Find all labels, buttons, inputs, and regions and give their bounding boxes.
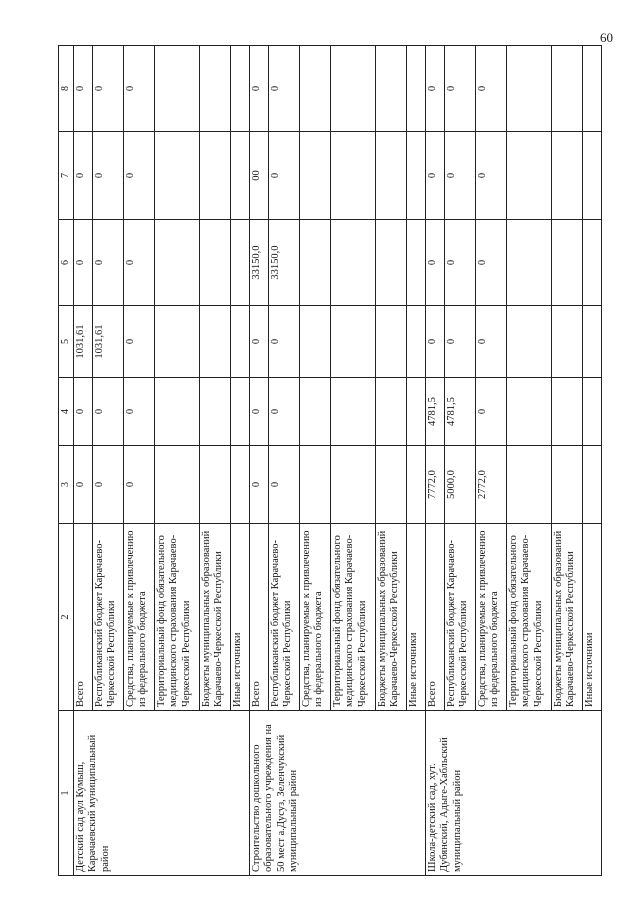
header-cell: 2: [59, 524, 74, 711]
value-cell: 0: [444, 46, 475, 132]
value-cell: 0: [268, 46, 299, 132]
value-cell: 0: [92, 220, 123, 306]
value-cell: [230, 132, 249, 220]
value-cell: 0: [123, 132, 154, 220]
value-cell: [375, 446, 406, 524]
value-cell: 0: [475, 306, 506, 378]
value-cell: [551, 446, 582, 524]
value-cell: [199, 306, 230, 378]
value-cell: [582, 46, 601, 132]
value-cell: 0: [123, 220, 154, 306]
value-cell: 0: [475, 132, 506, 220]
header-cell: 3: [59, 446, 74, 524]
value-cell: [551, 46, 582, 132]
value-cell: 0: [92, 378, 123, 446]
funding-source-cell: Средства, планируемые к привлечению из федерального бюджета: [299, 524, 330, 711]
funding-source-cell: Всего: [425, 524, 444, 711]
value-cell: [330, 132, 375, 220]
value-cell: [406, 220, 425, 306]
value-cell: 0: [444, 220, 475, 306]
funding-source-cell: Республиканский бюджет Карачаево-Черкесской Республики: [92, 524, 123, 711]
value-cell: 0: [475, 46, 506, 132]
header-cell: 8: [59, 46, 74, 132]
value-cell: 5000,0: [444, 446, 475, 524]
value-cell: [230, 446, 249, 524]
value-cell: 0: [249, 46, 268, 132]
value-cell: [299, 132, 330, 220]
value-cell: [506, 306, 551, 378]
value-cell: 0: [425, 132, 444, 220]
value-cell: [230, 220, 249, 306]
funding-source-cell: Территориальный фонд обязательного медицинского страхования Карачаево-Черкесской Республики: [154, 524, 199, 711]
value-cell: [506, 46, 551, 132]
value-cell: 0: [475, 378, 506, 446]
value-cell: [330, 378, 375, 446]
funding-source-cell: Иные источники: [582, 524, 601, 711]
value-cell: [230, 46, 249, 132]
value-cell: [330, 446, 375, 524]
value-cell: [299, 446, 330, 524]
value-cell: [506, 220, 551, 306]
value-cell: 1031,61: [73, 306, 92, 378]
funding-source-cell: Иные источники: [230, 524, 249, 711]
funding-source-cell: Территориальный фонд обязательного медицинского страхования Карачаево-Черкесской Республики: [330, 524, 375, 711]
value-cell: 0: [249, 306, 268, 378]
value-cell: [406, 132, 425, 220]
value-cell: [582, 378, 601, 446]
value-cell: [154, 306, 199, 378]
value-cell: [230, 306, 249, 378]
value-cell: 0: [249, 378, 268, 446]
funding-source-cell: Республиканский бюджет Карачаево-Черкесской Республики: [268, 524, 299, 711]
header-cell: 5: [59, 306, 74, 378]
value-cell: 33150,0: [249, 220, 268, 306]
value-cell: 0: [73, 46, 92, 132]
value-cell: [551, 378, 582, 446]
value-cell: [199, 378, 230, 446]
value-cell: 0: [425, 306, 444, 378]
value-cell: [299, 46, 330, 132]
object-name-cell: Детский сад аул Кумыш, Карачаевский муниципальный район: [73, 711, 249, 876]
value-cell: [199, 220, 230, 306]
value-cell: [330, 46, 375, 132]
header-cell: 6: [59, 220, 74, 306]
object-name-cell: Школа-детский сад, хут. Дубянский, Адыге-Хабльский муниципальный район: [425, 711, 601, 876]
value-cell: [551, 220, 582, 306]
value-cell: 0: [73, 220, 92, 306]
value-cell: [154, 132, 199, 220]
value-cell: [375, 306, 406, 378]
value-cell: 0: [268, 306, 299, 378]
object-name-cell: Строительство дошкольного образовательного учреждения на 50 мест а.Дусуз, Зеленчукский муниципальный район: [249, 711, 425, 876]
value-cell: 0: [92, 446, 123, 524]
header-row: [59, 46, 74, 876]
value-cell: 0: [73, 378, 92, 446]
funding-source-cell: Иные источники: [406, 524, 425, 711]
table-row: [249, 46, 268, 876]
funding-source-cell: Бюджеты муниципальных образований Карачаево-Черкесской Республики: [375, 524, 406, 711]
table-row: [425, 46, 444, 876]
table-row: [73, 46, 92, 876]
value-cell: [299, 378, 330, 446]
value-cell: [375, 46, 406, 132]
table-body: [73, 46, 601, 876]
value-cell: [154, 446, 199, 524]
value-cell: 0: [444, 132, 475, 220]
value-cell: [375, 378, 406, 446]
value-cell: [551, 306, 582, 378]
funding-source-cell: Средства, планируемые к привлечению из федерального бюджета: [123, 524, 154, 711]
value-cell: 0: [123, 46, 154, 132]
value-cell: 0: [425, 220, 444, 306]
header-cell: 1: [59, 711, 74, 876]
value-cell: 0: [268, 132, 299, 220]
value-cell: [406, 378, 425, 446]
value-cell: [406, 446, 425, 524]
header-cell: 4: [59, 378, 74, 446]
value-cell: 00: [249, 132, 268, 220]
funding-table: [58, 45, 602, 876]
value-cell: 0: [73, 132, 92, 220]
value-cell: [199, 132, 230, 220]
value-cell: [406, 46, 425, 132]
funding-source-cell: Бюджеты муниципальных образований Карачаево-Черкесской Республики: [199, 524, 230, 711]
value-cell: 1031,61: [92, 306, 123, 378]
page-number: 60: [600, 30, 613, 45]
value-cell: [582, 132, 601, 220]
value-cell: [506, 378, 551, 446]
value-cell: [299, 306, 330, 378]
value-cell: 0: [425, 46, 444, 132]
value-cell: [330, 306, 375, 378]
funding-source-cell: Средства, планируемые к привлечению из федерального бюджета: [475, 524, 506, 711]
value-cell: 0: [475, 220, 506, 306]
value-cell: [551, 132, 582, 220]
funding-source-cell: Всего: [73, 524, 92, 711]
value-cell: 4781,5: [425, 378, 444, 446]
value-cell: 0: [249, 446, 268, 524]
value-cell: 0: [92, 46, 123, 132]
value-cell: [375, 132, 406, 220]
value-cell: [506, 446, 551, 524]
funding-source-cell: Республиканский бюджет Карачаево-Черкесской Республики: [444, 524, 475, 711]
value-cell: 33150,0: [268, 220, 299, 306]
value-cell: [199, 446, 230, 524]
value-cell: [330, 220, 375, 306]
value-cell: 0: [73, 446, 92, 524]
funding-source-cell: Территориальный фонд обязательного медицинского страхования Карачаево-Черкесской Республики: [506, 524, 551, 711]
value-cell: 0: [92, 132, 123, 220]
value-cell: [375, 220, 406, 306]
value-cell: 0: [123, 378, 154, 446]
value-cell: [230, 378, 249, 446]
value-cell: [582, 220, 601, 306]
value-cell: [154, 378, 199, 446]
value-cell: [154, 46, 199, 132]
funding-source-cell: Всего: [249, 524, 268, 711]
value-cell: [582, 446, 601, 524]
value-cell: [154, 220, 199, 306]
value-cell: 0: [444, 306, 475, 378]
value-cell: 4781,5: [444, 378, 475, 446]
value-cell: [199, 46, 230, 132]
value-cell: 0: [268, 378, 299, 446]
header-cell: 7: [59, 132, 74, 220]
value-cell: 2772,0: [475, 446, 506, 524]
value-cell: 0: [123, 446, 154, 524]
rotated-table-container: [58, 46, 606, 876]
value-cell: 0: [123, 306, 154, 378]
value-cell: [406, 306, 425, 378]
value-cell: [582, 306, 601, 378]
value-cell: 7772,0: [425, 446, 444, 524]
value-cell: [506, 132, 551, 220]
funding-source-cell: Бюджеты муниципальных образований Карачаево-Черкесской Республики: [551, 524, 582, 711]
value-cell: 0: [268, 446, 299, 524]
value-cell: [299, 220, 330, 306]
